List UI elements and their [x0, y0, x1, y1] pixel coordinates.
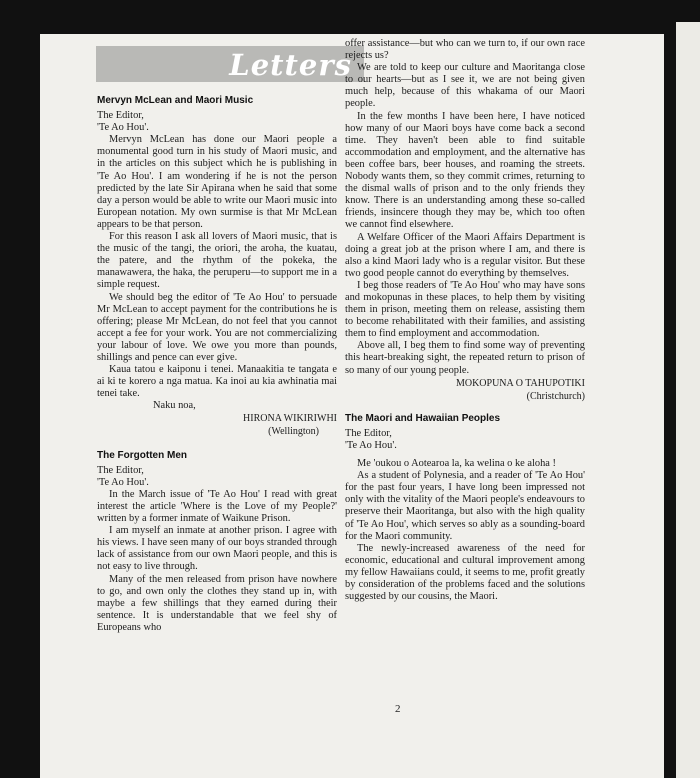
- paragraph: A Welfare Officer of the Maori Affairs Department is doing a great job at the prison where I am, and there is also a kind Maori lady who is a regular visitor. But these two good people cannot do everything by themselves.: [345, 231, 585, 279]
- signature-location: (Wellington): [268, 425, 319, 437]
- paragraph: We are told to keep our culture and Maoritanga close to our hearts—but as I see it, we are not being given much help, because of this whakama of our Maori people.: [345, 62, 585, 110]
- column-right: [345, 38, 585, 603]
- salutation: The Editor,: [97, 464, 144, 476]
- paragraph: Mervyn McLean has done our Maori people a monumental good turn in his study of Maori music, and in the articles on this subject which he is publishing in 'Te Ao Hou'. I am wondering if he is not the person predicted by the late Sir Apirana when he said that some day a person would be able to write our Maori music into European notation. My own surmise is that Mr McLean appears to be that person.: [97, 134, 337, 230]
- salutation: 'Te Ao Hou'.: [97, 476, 149, 488]
- letter-heading-hawaiian: The Maori and Hawaiian Peoples: [345, 412, 501, 424]
- paragraph: The newly-increased awareness of the need for economic, educational and cultural improvement among my fellow Hawaiians could, it seems to me, profit greatly by consideration of the problems faced and the solutions suggested by our cousins, the Maori.: [345, 542, 585, 603]
- page-number: 2: [395, 703, 401, 715]
- paragraph: In the few months I have been here, I have noticed how many of our Maori boys have come back a second time. They haven't been able to find suitable accommodation and employment, and the alternative has been coffee bars, beer houses, and roaming the streets. Nobody wants them, so they commit crimes, returning to the dismal walls of prison and to the only friends they know. There is an understanding among these so-called friends, insincere though they may be, which too often we cannot find elsewhere.: [345, 110, 585, 231]
- paragraph: offer assistance—but who can we turn to, if our own race rejects us?: [345, 38, 585, 62]
- salutation: The Editor,: [345, 427, 392, 439]
- paragraph: For this reason I ask all lovers of Maori music, that is the music of the tangi, the oriori, the aroha, the kuatau, the patere, and the rhythm of the pokeka, the manawawera, the haka, the peruperu—to support me in a simple request.: [97, 231, 337, 291]
- salutation: 'Te Ao Hou'.: [345, 440, 397, 451]
- section-title: Letters: [229, 48, 352, 82]
- paragraph: Many of the men released from prison have nowhere to go, and own only the clothes they stand up in, with maybe a few shillings that they earned during their sentence. It is understandable that we feel shy of Europeans who: [97, 573, 337, 633]
- letters-banner: [96, 46, 364, 82]
- closing: Naku noa,: [153, 400, 196, 412]
- paragraph: Above all, I beg them to find some way of preventing this heart-breaking sight, the repeated return to prison of so many of our young people.: [345, 340, 585, 376]
- paragraph: We should beg the editor of 'Te Ao Hou' to persuade Mr McLean to accept payment for the contributions he is offering; please Mr McLean, do not feel that you cannot accept a fee for your work. You are not commercializing your labour of love. We owe you more than pounds, shillings and pence can ever give.: [97, 291, 337, 363]
- facing-page-edge: [676, 22, 700, 778]
- paragraph: I beg those readers of 'Te Ao Hou' who may have sons and mokopunas in these places, to help them by visiting them in prison, meeting them on release, assisting them to become rehabilitated with their families, and assisting them to find employment and accommodation.: [345, 279, 585, 340]
- signature: HIRONA WIKIRIWHI: [243, 413, 337, 425]
- column-left: [97, 95, 337, 634]
- paragraph: Me 'oukou o Aotearoa la, ka welina o ke aloha !: [357, 458, 556, 470]
- paragraph: Kaua tatou e kaiponu i tenei. Manaakitia te tangata e ai ki te korero a nga matua. Ka inoi au kia awhinatia mai tenei take.: [97, 364, 337, 400]
- salutation: The Editor,: [97, 110, 144, 122]
- letter-heading-forgotten-men: The Forgotten Men: [97, 449, 187, 461]
- paragraph: As a student of Polynesia, and a reader of 'Te Ao Hou' for the past four years, I have long been impressed not only with the vitality of the Maori people's endeavours to preserve their Maoritanga, but also with the high quality of 'Te Ao Hou', which serves so ably as a sounding-board for the Maori community.: [345, 470, 585, 542]
- salutation: 'Te Ao Hou'.: [97, 122, 149, 134]
- signature: MOKOPUNA O TAHUPOTIKI: [455, 377, 585, 389]
- signature-location: (Christchurch): [526, 390, 585, 402]
- letter-heading-mclean: Mervyn McLean and Maori Music: [97, 95, 254, 106]
- paragraph: I am myself an inmate at another prison. I agree with his views. I have seen many of our boys stranded through lack of assistance from our own Maori people, and this is not easy to live through.: [97, 525, 337, 573]
- paragraph: In the March issue of 'Te Ao Hou' I read with great interest the article 'Where is the Love of my People?' written by a former inmate of Waikune Prison.: [97, 488, 337, 525]
